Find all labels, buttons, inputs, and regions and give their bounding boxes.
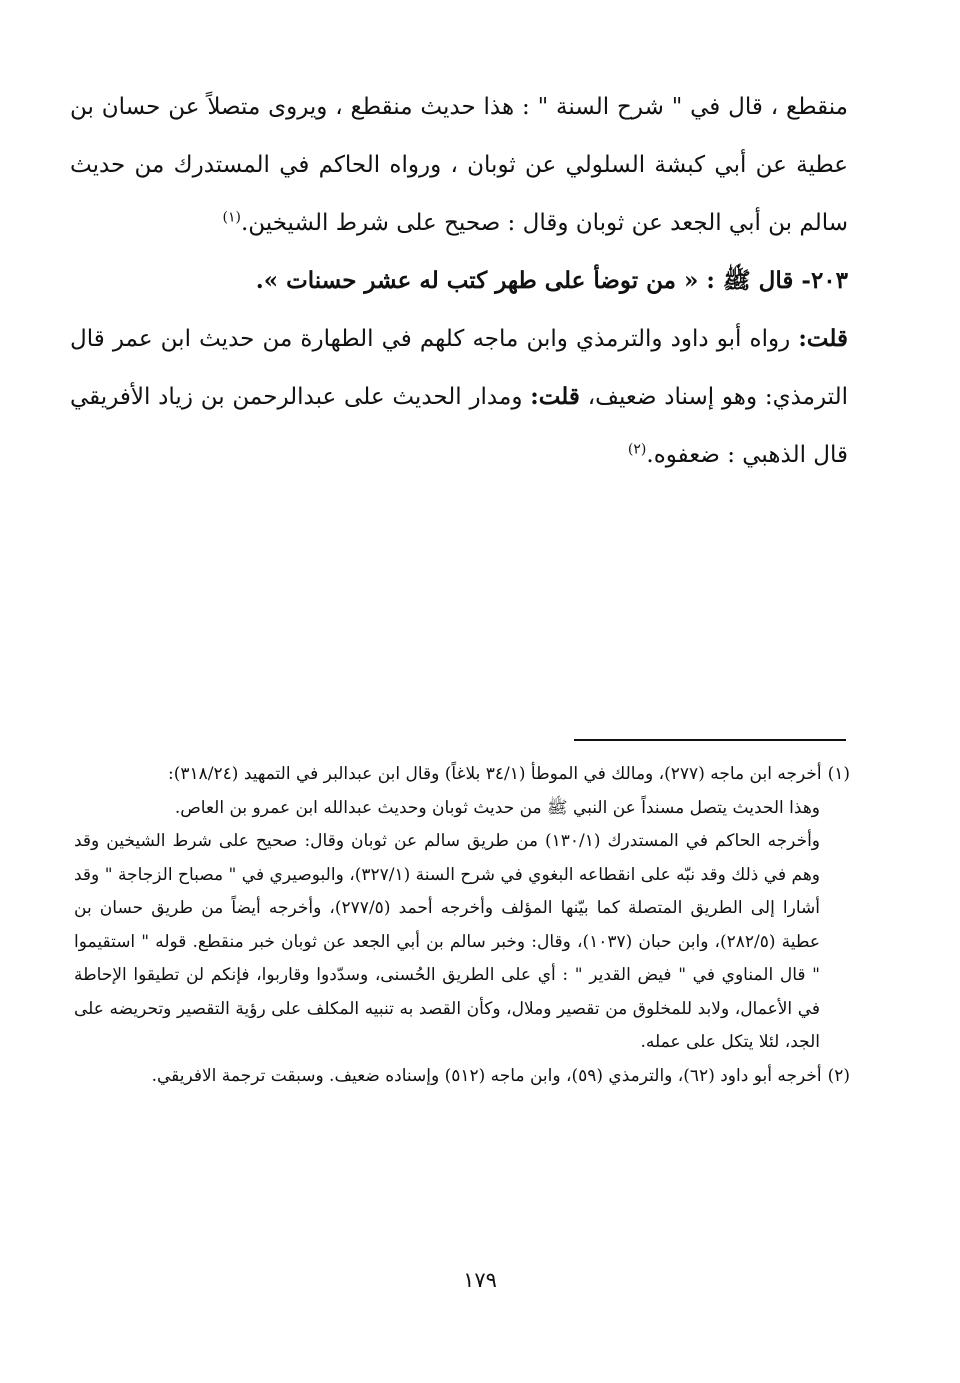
footnotes [74,758,850,1093]
hadith-heading: ٢٠٣- قال ﷺ : « من توضأ على طهر كتب له عشر حسنات ». [255,267,848,294]
paragraph-1-text: منقطع ، قال في " شرح السنة " : هذا حديث منقطع ، ويروى متصلاً عن حسان بن عطية عن أبي كبشة السلولي عن ثوبان ، ورواه الحاكم في المستدرك من حديث سالم بن أبي الجعد عن ثوبان وقال : صحيح على شرط الشيخين. [70,94,848,236]
main-text [70,78,848,484]
footnote-separator [574,739,846,741]
paragraph-1 [70,78,848,252]
footnote-1-paragraph-2: وأخرجه الحاكم في المستدرك (١٣٠/١) من طريق سالم عن ثوبان وقال: صحيح على شرط الشيخين وقد وهم في ذلك وقد نبّه على انقطاعه البغوي في شرح السنة (٣٢٧/١)، والبوصيري في " مصباح الزجاجة " وقد أشارا إلى الطريق المتصلة كما بيّنها المؤلف وأخرجه أحمد (٢٧٧/٥)، وأخرجه أيضاً من طريق حسان بن عطية (٢٨٢/٥)، وابن حبان (١٠٣٧)، وقال: وخبر سالم بن أبي الجعد عن ثوبان خبر منقطع. قوله " استقيموا " قال المناوي في " فيض القدير " : أي على الطريق الحُسنى، وسدّدوا وقاربوا، فإنكم لن تطيقوا الإحاطة في الأعمال، ولابد للمخلوق من تقصير وملال، وكأن القصد به تنبيه المكلف على رؤية التقصير وتحريضه على الجد، لئلا يتكل على عمله. [74,831,821,1052]
qult-label-1: قلت: [798,325,848,352]
paragraph-2-text-b: ومدار الحديث على عبدالرحمن بن زياد الأفريقي قال الذهبي : ضعفوه. [70,384,848,468]
footnote-ref-1: (١) [222,209,241,226]
footnote-ref-2: (٢) [627,441,647,458]
footnote-1-line-1 [74,758,850,792]
paragraph-2-text-a: رواه أبو داود والترمذي وابن ماجه كلهم في الطهارة من حديث ابن عمر قال الترمذي: وهو إسناد ضعيف، [70,326,849,410]
footnote-1-number: (١) [827,764,850,784]
footnote-2-number: (٢) [827,1065,850,1086]
qult-label-2: قلت: [530,383,580,410]
page-number: ١٧٩ [463,1268,497,1292]
footnote-2 [74,1060,850,1094]
paragraph-2 [70,310,848,484]
footnote-1-text-1: أخرجه ابن ماجه (٢٧٧)، ومالك في الموطأ (٣٤/١ بلاغاً) وقال ابن عبدالبر في التمهيد (٣١٨/٢٤): [168,764,822,784]
footnote-2-text: أخرجه أبو داود (٦٢)، والترمذي (٥٩)، وابن ماجه (٥١٢) وإسناده ضعيف. وسبقت ترجمة الافريقي. [151,1065,822,1086]
footnote-1-line-2: وهذا الحديث يتصل مسنداً عن النبي ﷺ من حديث ثوبان وحديث عبدالله ابن عمرو بن العاص. [174,797,820,818]
